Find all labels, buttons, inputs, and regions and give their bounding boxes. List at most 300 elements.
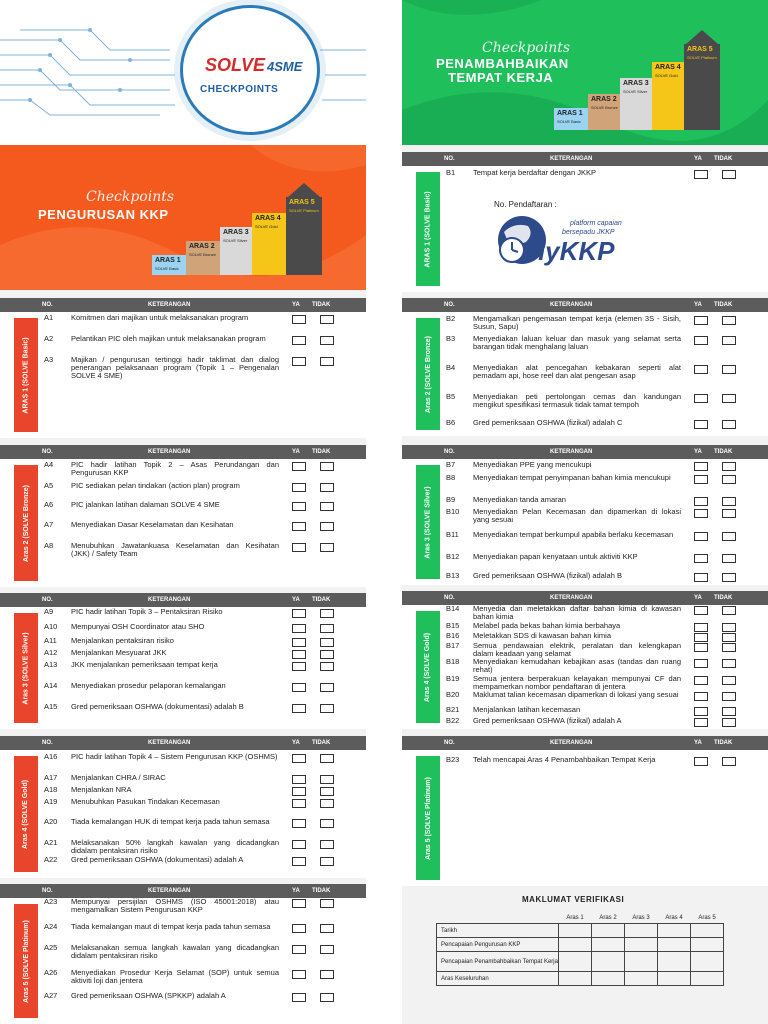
item-code: A26 xyxy=(44,968,58,977)
item-text: Tiada kemalangan maut di tempat kerja pada tahun semasa xyxy=(71,922,271,931)
header-no: NO. xyxy=(42,597,53,603)
verification-cell[interactable] xyxy=(658,952,691,972)
header-keterangan: KETERANGAN xyxy=(550,740,593,746)
checkbox-ya[interactable] xyxy=(292,502,306,511)
level-side-text: Aras 5 (SOLVE Platinum) xyxy=(424,776,432,860)
item-text: Tiada kemalangan HUK di tempat kerja pada tahun semasa xyxy=(71,817,270,826)
verification-cell[interactable] xyxy=(691,972,724,986)
checkbox-ya[interactable] xyxy=(292,522,306,531)
item-text: Menyediakan PPE yang mencukupi xyxy=(473,460,592,469)
item-text: Menyediakan tempat berkumpul apabila berlaku kecemasan xyxy=(473,530,674,539)
item-text: Menyediakan tempat penyimpanan bahan kimia mencukupi xyxy=(473,473,671,482)
item-text: Semua jentera berperakuan kelayakan mempunyai CF dan mempamerkan nombor pendaftaran di jentera xyxy=(473,674,681,691)
item-code: B12 xyxy=(446,552,460,561)
item-code: A15 xyxy=(44,702,58,711)
level-side-label xyxy=(416,756,440,880)
verification-cell[interactable] xyxy=(559,952,592,972)
checkbox-tidak[interactable] xyxy=(722,659,736,668)
checkbox-ya[interactable] xyxy=(694,606,708,615)
verification-column-header: Aras 4 xyxy=(665,915,683,921)
header-tidak: TIDAK xyxy=(312,740,331,746)
checkbox-ya[interactable] xyxy=(292,840,306,849)
checkbox-tidak[interactable] xyxy=(722,707,736,716)
checkbox-tidak[interactable] xyxy=(722,718,736,727)
checkbox-ya[interactable] xyxy=(694,633,708,642)
item-text: Meletakkan SDS di kawasan bahan kimia xyxy=(473,631,611,640)
table-header xyxy=(402,152,768,166)
checkbox-ya[interactable] xyxy=(694,336,708,345)
item-code: B16 xyxy=(446,631,460,640)
verification-cell[interactable] xyxy=(625,938,658,952)
table-header xyxy=(402,445,768,459)
item-code: A6 xyxy=(44,500,54,509)
item-code: B9 xyxy=(446,495,456,504)
checkbox-ya[interactable] xyxy=(292,315,306,324)
verification-row-label: Pencapaian Penambahbaikan Tempat Kerja xyxy=(437,952,559,972)
level-side-label xyxy=(416,611,440,723)
item-text: PIC jalankan latihan dalaman SOLVE 4 SME xyxy=(71,500,220,509)
item-text: Pelantikan PIC oleh majikan untuk melaksanakan program xyxy=(71,334,266,343)
header-ya: YA xyxy=(292,740,300,746)
checkbox-tidak[interactable] xyxy=(722,475,736,484)
banner-title-line1: PENAMBAHBAIKAN xyxy=(436,56,569,71)
item-text: Menyediakan alat pencegahan kebakaran seperti alat pemadam api, hose reel dan alat pengesan asap xyxy=(473,363,681,380)
verification-row-label: Aras Keseluruhan xyxy=(437,972,559,986)
level-step-3: ARAS 3 SOLVE Silver xyxy=(220,227,254,275)
item-text: Menjalankan Mesyuarat JKK xyxy=(71,648,167,657)
verification-cell[interactable] xyxy=(592,938,625,952)
header-ya: YA xyxy=(292,888,300,894)
header-tidak: TIDAK xyxy=(312,449,331,455)
item-text: Tempat kerja berdaftar dengan JKKP xyxy=(473,168,596,177)
banner-script: Checkpoints xyxy=(482,40,571,56)
checklist-item xyxy=(446,756,682,780)
checkbox-ya[interactable] xyxy=(694,462,708,471)
checkbox-tidak[interactable] xyxy=(320,787,334,796)
item-text: Melaksanakan semua langkah kawalan yang dicadangkan didalam pentaksiran risiko xyxy=(71,943,279,960)
checkbox-tidak[interactable] xyxy=(320,522,334,531)
checkbox-ya[interactable] xyxy=(694,420,708,429)
item-code: A1 xyxy=(44,313,54,322)
checkbox-tidak[interactable] xyxy=(320,840,334,849)
checkbox-ya[interactable] xyxy=(694,643,708,652)
item-text: Gred pemeriksaan OSHWA (dokumentasi) adalah A xyxy=(71,855,244,864)
banner-script: Checkpoints xyxy=(86,189,175,205)
level-side-text: ARAS 1 (SOLVE Basic) xyxy=(424,190,432,268)
item-code: B20 xyxy=(446,690,460,699)
verification-cell[interactable] xyxy=(658,924,691,938)
item-text: Menyediakan Pelan Kecemasan dan dipamerkan di lokasi yang sesuai xyxy=(473,507,681,524)
checkbox-tidak[interactable] xyxy=(722,365,736,374)
checkbox-tidak[interactable] xyxy=(320,775,334,784)
checkbox-ya[interactable] xyxy=(694,394,708,403)
checkbox-tidak[interactable] xyxy=(722,420,736,429)
item-code: A18 xyxy=(44,785,58,794)
checkbox-ya[interactable] xyxy=(292,650,306,659)
checkbox-ya[interactable] xyxy=(292,899,306,908)
verification-cell[interactable] xyxy=(592,972,625,986)
item-text: Menubuhkan Jawatankuasa Keselamatan dan Kesihatan (JKK) / Safety Team xyxy=(71,541,279,558)
header-ya: YA xyxy=(694,302,702,308)
level-side-text: Aras 5 (SOLVE Platinum) xyxy=(22,919,30,1003)
level-side-text: Aras 2 (SOLVE Bronze) xyxy=(22,484,30,562)
level-side-text: Aras 3 (SOLVE Silver) xyxy=(22,631,30,705)
checkbox-tidak[interactable] xyxy=(722,394,736,403)
verification-column-header: Aras 2 xyxy=(599,915,617,921)
checkbox-tidak[interactable] xyxy=(320,754,334,763)
checkbox-ya[interactable] xyxy=(292,662,306,671)
level-step-1: ARAS 1 SOLVE Basic xyxy=(152,255,188,275)
mykkp-logo xyxy=(490,208,670,278)
checkbox-ya[interactable] xyxy=(694,573,708,582)
table-header xyxy=(0,298,366,312)
level-step-3: ARAS 3 SOLVE Silver xyxy=(620,78,654,130)
item-text: Gred pemeriksaan OSHWA (SPKKP) adalah A xyxy=(71,991,226,1000)
header-tidak: TIDAK xyxy=(714,156,733,162)
checkbox-tidak[interactable] xyxy=(320,857,334,866)
item-text: Menjalankan latihan kecemasan xyxy=(473,705,581,714)
checkbox-ya[interactable] xyxy=(292,357,306,366)
level-side-label xyxy=(14,465,38,581)
checklist-item xyxy=(44,356,280,380)
checkbox-ya[interactable] xyxy=(292,336,306,345)
item-text: Menyediakan peti pertolongan cemas dan kandungan mengikut spesifikasi termasuk tidak tamat tempoh xyxy=(473,392,681,409)
item-code: A20 xyxy=(44,817,58,826)
checkbox-ya[interactable] xyxy=(292,754,306,763)
item-code: B21 xyxy=(446,705,460,714)
verification-cell[interactable] xyxy=(658,972,691,986)
verification-cell[interactable] xyxy=(625,924,658,938)
checklist-item xyxy=(44,898,280,922)
header-ya: YA xyxy=(694,449,702,455)
checkbox-ya[interactable] xyxy=(292,609,306,618)
header-ya: YA xyxy=(694,156,702,162)
checkbox-ya[interactable] xyxy=(694,707,708,716)
level-step-4: ARAS 4 SOLVE Gold xyxy=(652,62,686,130)
header-no: NO. xyxy=(444,156,455,162)
checklist-table xyxy=(402,298,768,436)
header-keterangan: KETERANGAN xyxy=(550,156,593,162)
table-header xyxy=(0,445,366,459)
verification-cell[interactable] xyxy=(592,924,625,938)
level-side-label xyxy=(14,318,38,432)
item-code: B23 xyxy=(446,755,460,764)
checkbox-ya[interactable] xyxy=(292,483,306,492)
item-text: Menjalankan CHRA / SIRAC xyxy=(71,773,166,782)
item-code: B4 xyxy=(446,363,456,372)
header-no: NO. xyxy=(444,740,455,746)
item-text: Majikan / pengurusan tertinggi hadir taklimat dan dialog penerangan pelaksanaan program (Topik 1 – Pengenalan SOLVE 4 SME) xyxy=(71,355,279,380)
item-text: Menyediakan laluan keluar dan masuk yang selamat serta barangan tidak menghalang laluan xyxy=(473,334,681,351)
header-keterangan: KETERANGAN xyxy=(148,302,191,308)
header-keterangan: KETERANGAN xyxy=(148,888,191,894)
checkbox-ya[interactable] xyxy=(694,170,708,179)
checkbox-ya[interactable] xyxy=(292,543,306,552)
checklist-item xyxy=(446,393,682,417)
item-code: A3 xyxy=(44,355,54,364)
item-text: Menyediakan Prosedur Kerja Selamat (SOP) untuk semua aktiviti loji dan jentera xyxy=(71,968,279,985)
header-no: NO. xyxy=(444,302,455,308)
checkbox-ya[interactable] xyxy=(694,365,708,374)
checklist-table xyxy=(402,591,768,729)
checkbox-ya[interactable] xyxy=(292,624,306,633)
item-text: Gred pemeriksaan OSHWA (dokumentasi) adalah B xyxy=(71,702,244,711)
checkbox-tidak[interactable] xyxy=(722,509,736,518)
checkbox-tidak[interactable] xyxy=(320,462,334,471)
checkbox-tidak[interactable] xyxy=(722,573,736,582)
checkbox-tidak[interactable] xyxy=(320,638,334,647)
checkbox-tidak[interactable] xyxy=(722,462,736,471)
checkbox-tidak[interactable] xyxy=(320,970,334,979)
checkbox-ya[interactable] xyxy=(694,554,708,563)
checkbox-ya[interactable] xyxy=(694,532,708,541)
checkbox-tidak[interactable] xyxy=(320,609,334,618)
checkbox-ya[interactable] xyxy=(292,638,306,647)
verification-title: MAKLUMAT VERIFIKASI xyxy=(522,895,625,904)
verification-column-header: Aras 1 xyxy=(566,915,584,921)
platform-text-2: bersepadu JKKP xyxy=(562,229,615,236)
checkbox-tidak[interactable] xyxy=(320,336,334,345)
checkbox-ya[interactable] xyxy=(694,757,708,766)
level-step-5: ARAS 5 SOLVE Platinum xyxy=(684,44,720,130)
item-code: A16 xyxy=(44,752,58,761)
checklist-item xyxy=(446,364,682,388)
checklist-table xyxy=(0,593,366,729)
verification-cell[interactable] xyxy=(559,938,592,952)
checkbox-tidak[interactable] xyxy=(722,633,736,642)
checkbox-tidak[interactable] xyxy=(320,704,334,713)
checkbox-ya[interactable] xyxy=(292,945,306,954)
banner-title: PENGURUSAN KKP xyxy=(38,207,169,222)
item-code: A22 xyxy=(44,855,58,864)
item-code: A19 xyxy=(44,797,58,806)
checkbox-tidak[interactable] xyxy=(722,676,736,685)
checkbox-tidak[interactable] xyxy=(722,170,736,179)
item-text: Gred pemeriksaan OSHWA (fizikal) adalah A xyxy=(473,716,622,725)
checklist-table xyxy=(402,736,768,886)
header-ya: YA xyxy=(694,740,702,746)
item-code: A23 xyxy=(44,897,58,906)
item-code: A5 xyxy=(44,481,54,490)
checkbox-ya[interactable] xyxy=(292,857,306,866)
registration-label: No. Pendaftaran : xyxy=(494,200,557,209)
checkbox-tidak[interactable] xyxy=(722,623,736,632)
platform-text-1: platform capaian xyxy=(570,220,622,227)
item-code: A27 xyxy=(44,991,58,1000)
item-text: Gred pemeriksaan OSHWA (fizikal) adalah B xyxy=(473,571,622,580)
checkbox-ya[interactable] xyxy=(292,924,306,933)
item-code: A25 xyxy=(44,943,58,952)
verification-cell[interactable] xyxy=(691,952,724,972)
item-text: Menyediakan prosedur pelaporan kemalangan xyxy=(71,681,226,690)
header-no: NO. xyxy=(42,302,53,308)
checkbox-ya[interactable] xyxy=(694,316,708,325)
item-code: B17 xyxy=(446,641,460,650)
checkbox-tidak[interactable] xyxy=(320,683,334,692)
item-code: B11 xyxy=(446,530,459,539)
checkbox-tidak[interactable] xyxy=(320,624,334,633)
verification-row-label: Tarikh xyxy=(437,924,559,938)
checkbox-ya[interactable] xyxy=(292,787,306,796)
checklist-table xyxy=(0,736,366,878)
checklist-table xyxy=(0,884,366,1024)
checklist-item xyxy=(44,703,280,727)
checkbox-ya[interactable] xyxy=(292,683,306,692)
checkbox-tidak[interactable] xyxy=(320,357,334,366)
verification-cell[interactable] xyxy=(691,938,724,952)
header-ya: YA xyxy=(292,597,300,603)
level-step-5: ARAS 5 SOLVE Platinum xyxy=(286,197,322,275)
header-keterangan: KETERANGAN xyxy=(550,595,593,601)
verification-row xyxy=(437,924,724,938)
level-step-4: ARAS 4 SOLVE Gold xyxy=(252,213,286,275)
item-code: B19 xyxy=(446,674,460,683)
checkbox-ya[interactable] xyxy=(292,462,306,471)
checkbox-ya[interactable] xyxy=(292,970,306,979)
checkbox-tidak[interactable] xyxy=(320,924,334,933)
header-no: NO. xyxy=(444,449,455,455)
checkbox-tidak[interactable] xyxy=(722,336,736,345)
checkbox-tidak[interactable] xyxy=(320,799,334,808)
checkbox-ya[interactable] xyxy=(694,497,708,506)
level-side-text: ARAS 1 (SOLVE Basic) xyxy=(22,336,30,414)
item-text: Semua pendawaian elektrik, peralatan dan kelengkapan dalam keadaan yang selamat xyxy=(473,641,681,658)
checkbox-ya[interactable] xyxy=(694,676,708,685)
banner-penambahbaikan xyxy=(402,0,768,145)
item-text: Menjalankan pentaksiran risiko xyxy=(71,636,174,645)
checkbox-ya[interactable] xyxy=(694,718,708,727)
header-tidak: TIDAK xyxy=(714,449,733,455)
item-code: B3 xyxy=(446,334,456,343)
level-side-label xyxy=(14,613,38,723)
checkbox-tidak[interactable] xyxy=(722,643,736,652)
item-code: A8 xyxy=(44,541,54,550)
checklist-item xyxy=(44,542,280,566)
verification-cell[interactable] xyxy=(691,924,724,938)
mykkp-brand: myKKP xyxy=(522,236,615,266)
level-step-2: ARAS 2 SOLVE Bronze xyxy=(186,241,222,275)
item-code: A14 xyxy=(44,681,58,690)
right-page xyxy=(402,0,768,1024)
level-step-1: ARAS 1 SOLVE Basic xyxy=(554,108,590,130)
checkbox-tidak[interactable] xyxy=(320,483,334,492)
checklist-item xyxy=(44,969,280,993)
checklist-item xyxy=(446,335,682,359)
level-side-text: Aras 3 (SOLVE Silver) xyxy=(424,485,432,559)
logo-header xyxy=(0,0,366,145)
checkbox-tidak[interactable] xyxy=(320,819,334,828)
level-side-label xyxy=(416,172,440,286)
verification-row-label: Pencapaian Pengurusan KKP xyxy=(437,938,559,952)
item-text: Mengamalkan pengemasan tempat kerja (elemen 3S - Sisih, Susun, Sapu) xyxy=(473,314,681,331)
header-ya: YA xyxy=(694,595,702,601)
checkbox-tidak[interactable] xyxy=(722,692,736,701)
item-text: Menjalankan NRA xyxy=(71,785,132,794)
item-code: B18 xyxy=(446,657,460,666)
level-side-label xyxy=(416,318,440,430)
level-side-text: Aras 4 (SOLVE Gold) xyxy=(22,779,30,849)
level-step-2: ARAS 2 SOLVE Bronze xyxy=(588,94,622,130)
verification-column-header: Aras 5 xyxy=(698,915,716,921)
checkbox-tidak[interactable] xyxy=(320,502,334,511)
item-text: Telah mencapai Aras 4 Penambahbaikan Tempat Kerja xyxy=(473,755,656,764)
item-code: A9 xyxy=(44,607,54,616)
item-code: B14 xyxy=(446,604,460,613)
checkbox-tidak[interactable] xyxy=(722,606,736,615)
checkbox-tidak[interactable] xyxy=(722,532,736,541)
checklist-table xyxy=(0,298,366,438)
checkbox-ya[interactable] xyxy=(292,775,306,784)
item-text: PIC sediakan pelan tindakan (action plan) program xyxy=(71,481,240,490)
item-code: A2 xyxy=(44,334,54,343)
checkbox-ya[interactable] xyxy=(292,704,306,713)
item-code: B6 xyxy=(446,418,456,427)
verification-cell[interactable] xyxy=(658,938,691,952)
item-code: B15 xyxy=(446,621,460,630)
checkbox-ya[interactable] xyxy=(694,509,708,518)
checkbox-tidak[interactable] xyxy=(722,757,736,766)
level-side-label xyxy=(14,904,38,1018)
item-code: B2 xyxy=(446,314,456,323)
item-code: B1 xyxy=(446,168,456,177)
checkbox-tidak[interactable] xyxy=(320,315,334,324)
level-side-text: Aras 4 (SOLVE Gold) xyxy=(424,632,432,702)
checkbox-ya[interactable] xyxy=(694,623,708,632)
verification-cell[interactable] xyxy=(559,924,592,938)
checkbox-tidak[interactable] xyxy=(320,662,334,671)
checkbox-tidak[interactable] xyxy=(722,554,736,563)
checkbox-tidak[interactable] xyxy=(722,497,736,506)
checkbox-tidak[interactable] xyxy=(320,945,334,954)
arrow-up-icon xyxy=(686,30,718,44)
item-code: B10 xyxy=(446,507,460,516)
item-text: Menyediakan papan kenyataan untuk aktiviti KKP xyxy=(473,552,638,561)
verification-column-header: Aras 3 xyxy=(632,915,650,921)
banner-pengurusan xyxy=(0,145,366,290)
header-tidak: TIDAK xyxy=(312,888,331,894)
verification-cell[interactable] xyxy=(625,952,658,972)
verification-row xyxy=(437,952,724,972)
checkbox-tidak[interactable] xyxy=(320,993,334,1002)
verification-cell[interactable] xyxy=(625,972,658,986)
checkbox-ya[interactable] xyxy=(694,475,708,484)
header-keterangan: KETERANGAN xyxy=(148,597,191,603)
level-side-text: Aras 2 (SOLVE Bronze) xyxy=(424,335,432,413)
table-header xyxy=(402,298,768,312)
level-side-label xyxy=(416,465,440,579)
verification-cell[interactable] xyxy=(559,972,592,986)
checkbox-ya[interactable] xyxy=(292,819,306,828)
table-header xyxy=(0,736,366,750)
item-text: Melaksanakan 50% langkah kawalan yang dicadangkan didalam pentaksiran risiko xyxy=(71,838,279,855)
checkbox-ya[interactable] xyxy=(292,799,306,808)
checkbox-ya[interactable] xyxy=(694,692,708,701)
checkbox-ya[interactable] xyxy=(694,659,708,668)
item-text: Mempunyai OSH Coordinator atau SHO xyxy=(71,622,205,631)
checkbox-ya[interactable] xyxy=(292,993,306,1002)
checkbox-tidak[interactable] xyxy=(722,316,736,325)
verification-row xyxy=(437,972,724,986)
verification-cell[interactable] xyxy=(592,952,625,972)
header-keterangan: KETERANGAN xyxy=(550,449,593,455)
checklist-item xyxy=(44,992,280,1016)
checkbox-tidak[interactable] xyxy=(320,899,334,908)
checkbox-tidak[interactable] xyxy=(320,650,334,659)
item-code: A4 xyxy=(44,460,54,469)
checkbox-tidak[interactable] xyxy=(320,543,334,552)
item-code: B22 xyxy=(446,716,460,725)
item-text: Menyedia dan meletakkan daftar bahan kimia di kawasan bahan kimia xyxy=(473,604,681,621)
